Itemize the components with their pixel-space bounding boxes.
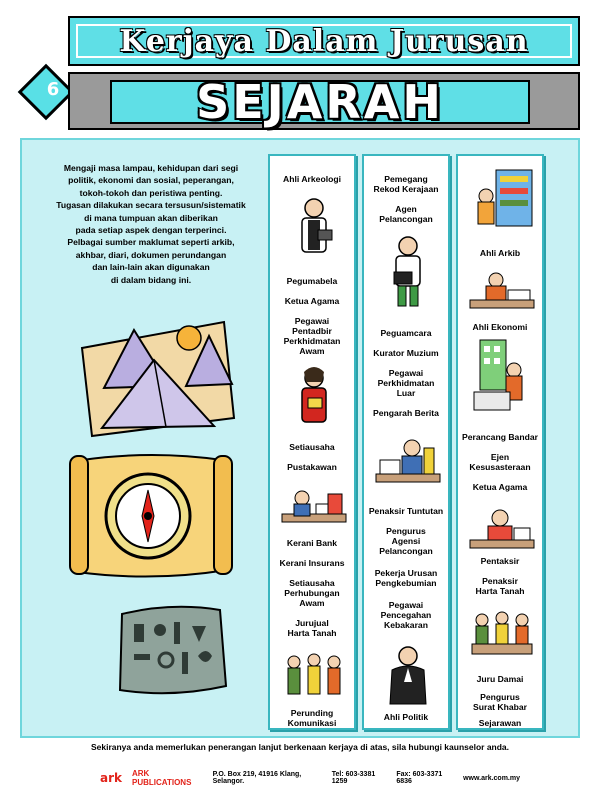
career-item: Pengurus Agensi Pelancongan xyxy=(379,526,433,556)
publisher-fax: Fax: 603-3371 6836 xyxy=(396,771,443,785)
mediators-picture xyxy=(466,606,538,666)
career-item: Pekerja Urusan Pengkebumian xyxy=(374,568,438,588)
politician-picture xyxy=(372,642,444,706)
career-item: Pengurus Surat Khabar xyxy=(473,692,527,712)
main-panel xyxy=(20,138,580,738)
town-planner-picture xyxy=(466,336,538,416)
title-bar xyxy=(68,16,580,66)
career-item: Ahli Arkeologi xyxy=(283,174,341,184)
career-column-2 xyxy=(362,154,450,730)
career-item: Pegumabela xyxy=(286,276,338,286)
career-item: Ahli Politik xyxy=(383,712,429,722)
archaeologist-picture xyxy=(278,194,350,264)
career-item: Pegawai Pentadbir Perkhidmatan Awam xyxy=(283,316,341,356)
career-item: Pemegang Rekod Kerajaan xyxy=(373,174,439,194)
career-item: Ahli Arkib xyxy=(479,248,521,258)
intro-text xyxy=(56,162,246,286)
intro-line: pada setiap aspek dengan terperinci. xyxy=(75,225,227,236)
intro-line: Tugasan dilakukan secara tersusun/sistematik xyxy=(56,200,246,211)
librarian-picture xyxy=(278,478,350,534)
career-item: Peguamcara xyxy=(380,328,432,338)
consultants-picture xyxy=(278,648,350,708)
header xyxy=(20,16,580,130)
career-item: Setiausaha xyxy=(289,442,335,452)
intro-line: politik, ekonomi dan sosial, peperangan, xyxy=(68,175,234,186)
ark-logo xyxy=(100,773,122,783)
intro-line: tokoh-tokoh dan peristiwa penting. xyxy=(79,187,223,198)
career-item: Penaksir Harta Tanah xyxy=(475,576,525,596)
assessor-desk-picture xyxy=(466,500,538,556)
publisher-tel: Tel: 603-3381 1259 xyxy=(331,771,376,785)
intro-line: dan lain-lain akan digunakan xyxy=(92,262,210,273)
publisher-info xyxy=(100,766,520,790)
intro-line: di mana tumpuan akan diberikan xyxy=(84,212,218,223)
logo-text: ark xyxy=(100,771,122,785)
intro-line: di dalam bidang ini. xyxy=(110,274,192,285)
intro-line: Pelbagai sumber maklumat seperti arkib, xyxy=(67,237,235,248)
footer-note: Sekiranya anda memerlukan penerangan lanjut berkenaan kerjaya di atas, sila hubungi kaunselor anda. xyxy=(90,742,510,752)
career-item: Kurator Muzium xyxy=(373,348,439,358)
assessor-picture xyxy=(372,428,444,498)
career-item: Kerani Bank xyxy=(286,538,338,548)
career-item: Ahli Ekonomi xyxy=(472,322,528,332)
subject-title: SEJARAH xyxy=(196,75,444,129)
compass-map-illustration xyxy=(62,450,237,590)
career-item: Pegawai Pencegahan Kebakaran xyxy=(380,600,432,630)
career-item: Setiausaha Perhubungan Awam xyxy=(284,578,340,608)
hieroglyph-tablet-illustration xyxy=(112,600,232,700)
career-item: Perunding Komunikasi xyxy=(287,708,337,728)
career-item: Ketua Agama xyxy=(472,482,528,492)
career-item: Ketua Agama xyxy=(284,296,340,306)
career-item: Jurujual Harta Tanah xyxy=(287,618,337,638)
career-column-3 xyxy=(456,154,544,730)
career-column-1 xyxy=(268,154,356,730)
subject-bar xyxy=(68,72,580,130)
career-item: Kerani Insurans xyxy=(279,558,345,568)
career-item: Perancang Bandar xyxy=(462,432,538,442)
archivist-picture xyxy=(466,166,538,236)
page-title: Kerjaya Dalam Jurusan xyxy=(119,23,529,59)
secretary-picture xyxy=(278,364,350,434)
career-item: Pentaksir xyxy=(480,556,520,566)
career-item: Pegawai Perkhidmatan Luar xyxy=(377,368,435,398)
intro-line: Mengaji masa lampau, kehidupan dari segi xyxy=(63,163,239,173)
pyramids-illustration xyxy=(74,308,244,448)
career-item: Agen Pelancongan xyxy=(379,204,433,224)
career-item: Ejen Kesusasteraan xyxy=(469,452,531,472)
number-badge-text: 6 xyxy=(46,79,60,100)
lawyer-picture xyxy=(372,232,444,312)
publisher-web: www.ark.com.my xyxy=(463,774,520,782)
career-item: Penaksir Tuntutan xyxy=(368,506,444,516)
career-item: Pengarah Berita xyxy=(373,408,439,418)
career-item: Pustakawan xyxy=(287,462,337,472)
economist-picture xyxy=(466,266,538,316)
publisher-address: P.O. Box 219, 41916 Klang, Selangor. xyxy=(212,771,302,785)
intro-line: akhbar, diari, dokumen perundangan xyxy=(75,249,227,260)
career-item: Sejarawan xyxy=(478,718,522,728)
publisher-name: ARK PUBLICATIONS xyxy=(132,769,192,787)
career-item: Juru Damai xyxy=(476,674,524,684)
